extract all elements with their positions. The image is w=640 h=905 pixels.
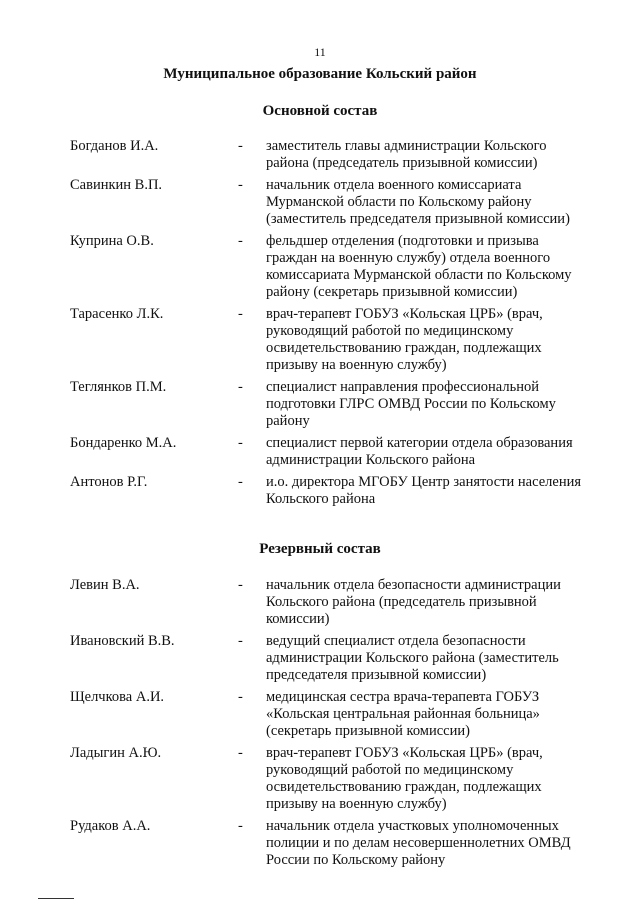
section-heading-reserve: Резервный состав <box>259 541 381 557</box>
member-role: начальник отдела безопасности администрации Кольского района (председатель призывной комиссии) <box>266 577 561 627</box>
member-row <box>70 745 590 813</box>
main-member-list <box>70 138 590 513</box>
member-dash: - <box>238 306 243 322</box>
page-title: Муниципальное образование Кольский район <box>163 66 477 82</box>
member-role: и.о. директора МГОБУ Центр занятости населения Кольского района <box>266 474 582 507</box>
member-name: Бондаренко М.А. <box>70 435 177 451</box>
member-row <box>70 138 590 172</box>
member-name: Рудаков А.А. <box>70 818 151 834</box>
member-role: врач-терапевт ГОБУЗ «Кольская ЦРБ» (врач, руководящий работой по медицинскому освидетельствованию граждан, подлежащих призыву на военную службу) <box>266 745 543 812</box>
member-dash: - <box>238 474 243 490</box>
member-row <box>70 306 590 374</box>
member-row <box>70 633 590 684</box>
member-row <box>70 435 590 469</box>
member-row <box>70 177 590 228</box>
member-dash: - <box>238 138 243 154</box>
member-row <box>70 474 590 508</box>
footer-rule <box>38 898 74 899</box>
member-row <box>70 689 590 740</box>
member-dash: - <box>238 633 243 649</box>
member-dash: - <box>238 577 243 593</box>
member-name: Антонов Р.Г. <box>70 474 148 490</box>
member-name: Теглянков П.М. <box>70 379 167 395</box>
member-role: фельдшер отделения (подготовки и призыва граждан на военную службу) отдела военного комиссариата Мурманской области по Кольскому району (секретарь призывной комиссии) <box>266 233 572 300</box>
member-dash: - <box>238 435 243 451</box>
member-dash: - <box>238 745 243 761</box>
member-name: Щелчкова А.И. <box>70 689 165 705</box>
member-name: Левин В.А. <box>70 577 140 593</box>
member-dash: - <box>238 689 243 705</box>
member-name: Ладыгин А.Ю. <box>70 745 162 761</box>
member-role: заместитель главы администрации Кольского района (председатель призывной комиссии) <box>266 138 547 171</box>
member-dash: - <box>238 177 243 193</box>
member-role: специалист первой категории отдела образования администрации Кольского района <box>266 435 573 468</box>
member-name: Ивановский В.В. <box>70 633 175 649</box>
member-role: специалист направления профессиональной подготовки ГЛРС ОМВД России по Кольскому району <box>266 379 556 429</box>
member-role: врач-терапевт ГОБУЗ «Кольская ЦРБ» (врач, руководящий работой по медицинскому освидетельствованию граждан, подлежащих призыву на военную службу) <box>266 306 543 373</box>
page-number: 11 <box>314 45 326 59</box>
member-name: Савинкин В.П. <box>70 177 163 193</box>
member-dash: - <box>238 818 243 834</box>
member-role: начальник отдела военного комиссариата Мурманской области по Кольскому району (заместитель председателя призывной комиссии) <box>266 177 570 227</box>
member-role: ведущий специалист отдела безопасности администрации Кольского района (заместитель председателя призывной комиссии) <box>266 633 559 683</box>
member-name: Тарасенко Л.К. <box>70 306 164 322</box>
member-name: Куприна О.В. <box>70 233 154 249</box>
section-heading-main: Основной состав <box>262 103 378 119</box>
member-role: начальник отдела участковых уполномоченных полиции и по делам несовершеннолетних ОМВД России по Кольскому району <box>266 818 571 868</box>
member-dash: - <box>238 233 243 249</box>
member-row <box>70 577 590 628</box>
member-row <box>70 379 590 430</box>
member-dash: - <box>238 379 243 395</box>
reserve-member-list <box>70 577 590 874</box>
member-row <box>70 818 590 869</box>
member-row <box>70 233 590 301</box>
member-role: медицинская сестра врача-терапевта ГОБУЗ «Кольская центральная районная больница» (секретарь призывной комиссии) <box>266 689 540 739</box>
member-name: Богданов И.А. <box>70 138 159 154</box>
